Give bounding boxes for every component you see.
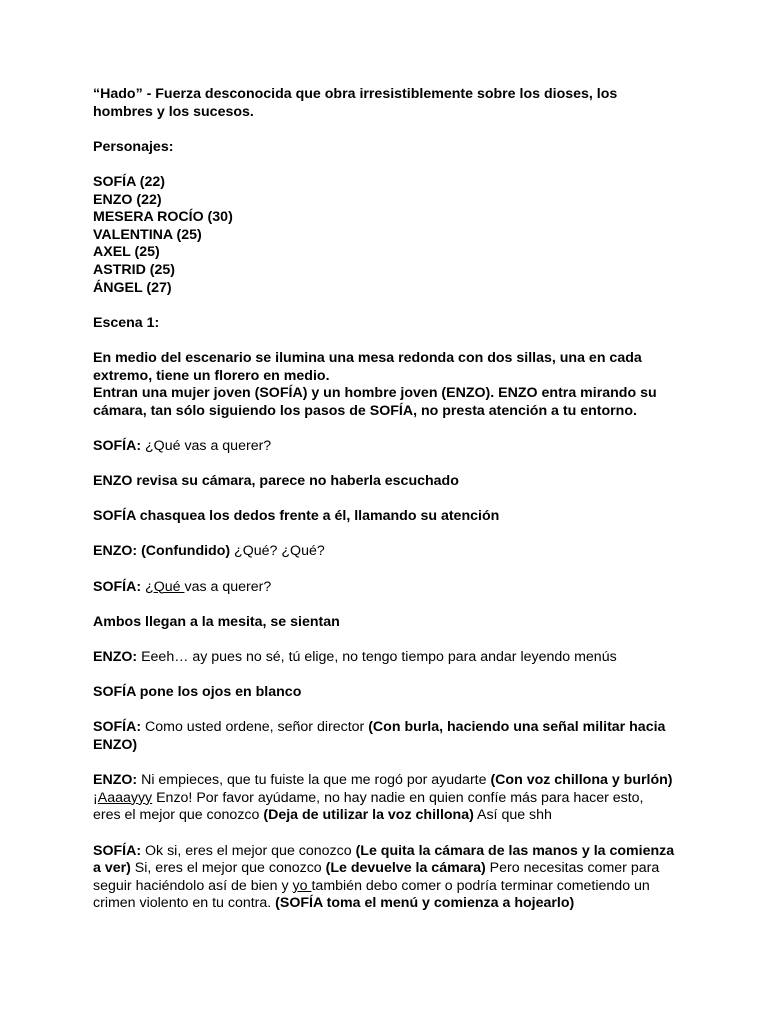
dialogue-text: eres el mejor que conozco: [93, 807, 264, 824]
parenthetical: a ver): [93, 860, 131, 877]
dialogue-text: Eeeh… ay pues no sé, tú elige, no tengo tiempo para andar leyendo menús: [137, 649, 617, 665]
parenthetical: (Con burla, haciendo una señal militar hacia: [368, 719, 666, 736]
dialogue-line: [93, 579, 693, 597]
dialogue-text: crimen violento en tu contra.: [93, 895, 276, 912]
dialogue-line: [93, 719, 693, 754]
dialogue-text: Ok si, eres el mejor que conozco: [141, 842, 356, 859]
stage-direction-line: Entran una mujer joven (SOFÍA) y un hombre joven (ENZO). ENZO entra mirando su: [93, 385, 657, 402]
speaker-name: SOFÍA:: [93, 578, 142, 595]
character-item: SOFÍA (22): [93, 173, 165, 190]
speaker-name: ENZO:: [93, 772, 138, 789]
speaker-name: ENZO:: [93, 649, 138, 665]
underlined-text: yo: [292, 877, 312, 894]
stage-direction: [93, 350, 693, 420]
character-item: ASTRID (25): [93, 261, 175, 278]
character-list: [93, 174, 693, 297]
parenthetical: (Confundido): [137, 543, 231, 560]
stage-direction: SOFÍA pone los ojos en blanco: [93, 684, 302, 701]
stage-direction: SOFÍA chasquea los dedos frente a él, llamando su atención: [93, 508, 500, 525]
stage-direction-line: extremo, tiene un florero en medio.: [93, 367, 330, 384]
underlined-text: ¿Qué: [145, 578, 185, 595]
parenthetical: (Con voz chillona y burlón): [490, 772, 673, 789]
document-body: [93, 86, 693, 931]
parenthetical: (Le devuelve la cámara): [325, 860, 486, 877]
title-line: hombres y los sucesos.: [93, 103, 254, 120]
dialogue-text: ¿Qué? ¿Qué?: [230, 543, 325, 560]
dialogue-text: ¿Qué vas a querer?: [141, 437, 272, 454]
dialogue-text: vas a querer?: [184, 578, 272, 595]
character-item: ENZO (22): [93, 191, 162, 208]
speaker-name: SOFÍA:: [93, 437, 142, 454]
dialogue-line: [93, 438, 693, 456]
dialogue-text: Ni empieces, que tu fuiste la que me rogó por ayudarte: [137, 772, 491, 789]
dialogue-line: [93, 649, 693, 667]
dialogue-line: [93, 843, 693, 913]
character-item: ÁNGEL (27): [93, 279, 172, 296]
dialogue-text: Pero necesitas comer para: [485, 860, 660, 877]
dialogue-text: Como usted ordene, señor director: [141, 719, 369, 736]
stage-direction-line: cámara, tan sólo siguiendo los pasos de SOFÍA, no presta atención a tu entorno.: [93, 402, 637, 419]
dialogue-text: también debo comer o podría terminar cometiendo un: [311, 877, 650, 894]
speaker-name: SOFÍA:: [93, 842, 142, 859]
parenthetical: (SOFÍA toma el menú y comienza a hojearlo): [275, 895, 575, 912]
character-item: VALENTINA (25): [93, 226, 202, 243]
parenthetical: (Deja de utilizar la voz chillona): [263, 807, 474, 824]
dialogue-line: [93, 543, 693, 561]
underlined-text: Aaaayyy: [97, 789, 153, 806]
title-paragraph: [93, 86, 693, 121]
dialogue-text: seguir haciéndolo así de bien y: [93, 877, 293, 894]
speaker-name: SOFÍA:: [93, 719, 142, 736]
dialogue-text: Si, eres el mejor que conozco: [130, 860, 326, 877]
title-line: “Hado” - Fuerza desconocida que obra irresistiblemente sobre los dioses, los: [93, 86, 618, 102]
character-item: AXEL (25): [93, 244, 160, 261]
character-item: MESERA ROCÍO (30): [93, 209, 233, 226]
scene-heading: Escena 1:: [93, 314, 160, 331]
characters-heading: Personajes:: [93, 138, 174, 155]
parenthetical: ENZO): [93, 736, 138, 753]
stage-direction: Ambos llegan a la mesita, se sientan: [93, 613, 340, 630]
dialogue-text: Enzo! Por favor ayúdame, no hay nadie en quien confíe más para hacer esto,: [152, 789, 644, 806]
stage-direction: ENZO revisa su cámara, parece no haberla escuchado: [93, 473, 459, 490]
dialogue-line: [93, 772, 693, 825]
stage-direction-line: En medio del escenario se ilumina una mesa redonda con dos sillas, una en cada: [93, 349, 642, 366]
parenthetical: (Le quita la cámara de las manos y la comienza: [355, 842, 675, 859]
dialogue-text: Así que shh: [473, 807, 552, 824]
dialogue-text: ¡: [93, 789, 98, 806]
speaker-name: ENZO:: [93, 543, 138, 560]
